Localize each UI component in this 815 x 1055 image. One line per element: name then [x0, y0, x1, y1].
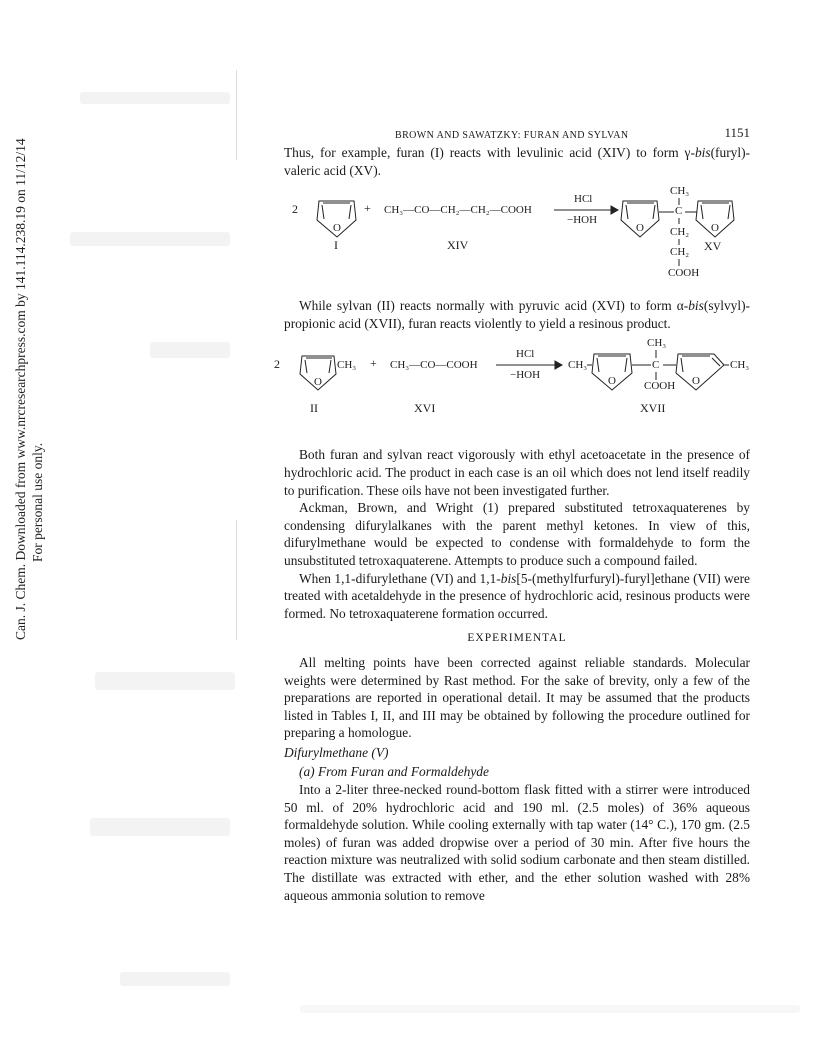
plus-sign: +: [364, 201, 371, 216]
product-chain-2: CH₂: [670, 246, 690, 259]
ring-oxygen: O: [314, 376, 322, 389]
paragraph-acetoacetate: Both furan and sylvan react vigorously with ethyl acetoacetate in the presence of hydrochloric acid. The product in each case is an oil which does not lend itself readily to purification. These oils have not been investigated further.: [284, 447, 750, 498]
sylvan-methyl: CH₃: [337, 359, 357, 372]
reagent-hcl: HCl: [516, 348, 535, 361]
compound-label: II: [310, 401, 318, 416]
stoichiometric-coefficient: 2: [292, 202, 298, 217]
paragraph-sylvan: While sylvan (II) reacts normally with pyruvic acid (XVI) to form α-bis(sylvyl)-propionic acid (XVII), furan reacts violently to yield a resinous product.: [284, 298, 750, 331]
furan-ring-XVII-right: [676, 354, 724, 390]
reaction-scheme-2: [274, 337, 750, 438]
compound-heading: Difurylmethane (V): [284, 744, 389, 760]
paragraph-procedure: Into a 2-liter three-necked round-bottom flask fitted with a stirrer were introduced 50 ml. of 20% hydrochloric acid and 190 ml. (2.5 moles) of 36% aqueous formaldehyde solution. While cooling externally with tap water (14° C.), 170 gm. (2.5 moles) of furan was added dropwise over a period of 30 min. After five hours the reaction mixture was neutralized with solid sodium carbonate and then steam distilled. The distillate was extracted with ether, and the ether solution washed with 28% aqueous ammonia solution to remove: [284, 782, 750, 903]
scan-edge-line: [236, 70, 237, 160]
bleed-through-smudge: [300, 1005, 800, 1013]
product-chain-1: CH₂: [670, 226, 690, 239]
product-methyl-right: CH₃: [730, 359, 750, 372]
scan-edge-line: [236, 520, 237, 640]
page-number: 1151: [724, 125, 750, 140]
bleed-through-smudge: [80, 92, 230, 104]
running-head: BROWN AND SAWATZKY: FURAN AND SYLVAN: [395, 130, 629, 141]
ring-oxygen: O: [692, 375, 700, 388]
ring-oxygen: O: [608, 375, 616, 388]
compound-label: XVI: [414, 401, 436, 416]
procedure-subheading: (a) From Furan and Formaldehyde: [299, 764, 489, 780]
bleed-through-smudge: [70, 232, 230, 246]
paragraph-methods: All melting points have been corrected against reliable standards. Molecular weights were determined by Rast method. For the sake of brevity, only a few of the preparations are reported in operational detail. It may be assumed that the products listed in Tables I, II, and III may be obtained by following the procedure outlined for preparing a homologue.: [284, 654, 750, 741]
bleed-through-smudge: [150, 342, 230, 358]
product-chain-3: COOH: [668, 267, 700, 280]
product-carboxyl: COOH: [644, 380, 676, 393]
download-notice-line1: Can. J. Chem. Downloaded from www.nrcresearchpress.com by 141.114.238.19 on 11/12/14: [13, 138, 28, 640]
section-heading-experimental: EXPERIMENTAL: [467, 632, 567, 645]
product-central-carbon: C: [675, 205, 683, 218]
ring-oxygen: O: [333, 222, 341, 235]
stoichiometric-coefficient: 2: [274, 357, 280, 372]
pyruvic-acid-formula: CH₃—CO—COOH: [390, 359, 478, 372]
bleed-through-smudge: [95, 672, 235, 690]
download-notice-line2: For personal use only.: [30, 442, 45, 562]
bleed-through-smudge: [120, 972, 230, 986]
reaction-condition: −HOH: [510, 369, 541, 382]
paragraph-tetroxaquaterenes: Ackman, Brown, and Wright (1) prepared substituted tetroxaquaterenes by condensing difurylalkanes with the parent methyl ketones. In view of this, difurylmethane would be expected to condense with formaldehyde to form the unsubstituted tetroxaquaterene. Attempts to produce such a compound failed.: [284, 500, 750, 568]
product-methyl-left: CH₃: [568, 359, 588, 372]
product-methyl-top: CH₃: [647, 337, 667, 350]
product-central-carbon: C: [652, 359, 660, 372]
paragraph-acetaldehyde: When 1,1-difurylethane (VI) and 1,1-bis[5-(methylfurfuryl)-furyl]ethane (VII) were treated with acetaldehyde in the presence of hydrochloric acid, resinous products were formed. No tetroxaquaterene formation occurred.: [284, 570, 750, 621]
bleed-through-smudge: [90, 818, 230, 836]
ring-oxygen: O: [636, 222, 644, 235]
levulinic-acid-formula: CH₃—CO—CH₂—CH₂—COOH: [384, 204, 532, 217]
journal-page: [274, 124, 750, 904]
compound-label: I: [334, 238, 338, 253]
download-notice: [0, 0, 58, 1055]
running-header: [284, 124, 750, 144]
download-notice-text: [12, 138, 46, 640]
product-methyl: CH₃: [670, 185, 690, 198]
compound-label: XVII: [640, 401, 666, 416]
compound-label: XV: [704, 239, 722, 254]
plus-sign: +: [370, 356, 377, 371]
paragraph-intro: Thus, for example, furan (I) reacts with levulinic acid (XIV) to form γ-bis(furyl)-valeric acid (XV).: [284, 145, 750, 178]
reaction-scheme-1: [284, 187, 750, 287]
compound-label: XIV: [447, 238, 469, 253]
reaction-condition: −HOH: [567, 214, 598, 227]
ring-oxygen: O: [711, 222, 719, 235]
reagent-hcl: HCl: [574, 193, 593, 206]
